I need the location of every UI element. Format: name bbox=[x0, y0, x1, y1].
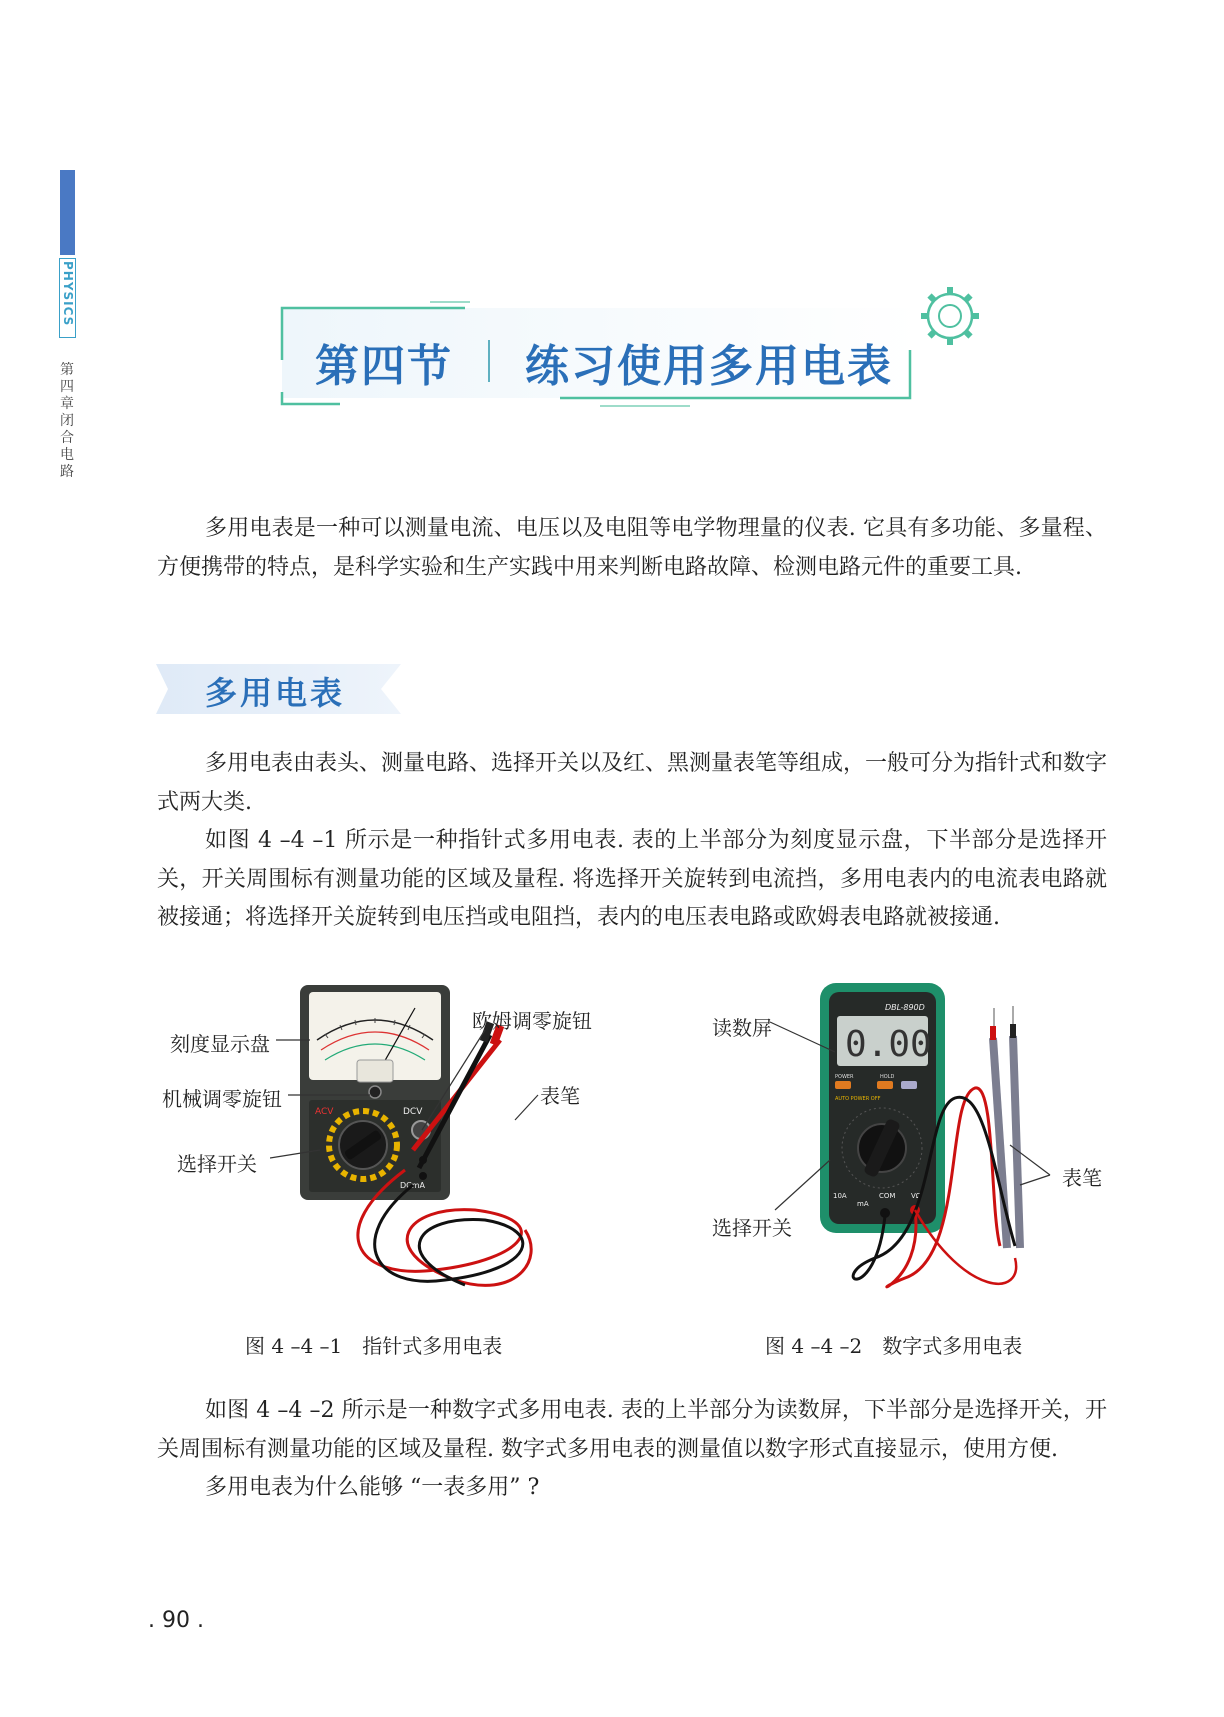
section-number: 第四节 bbox=[315, 341, 453, 392]
figure1-caption: 图 4 –4 –1 指针式多用电表 bbox=[245, 1334, 503, 1358]
paragraph-question: 多用电表为什么能够 “一表多用” ? bbox=[205, 1475, 540, 1500]
lcd-reading: 0.00 bbox=[845, 1024, 932, 1065]
side-chapter-label: 第四章 闭合电路 bbox=[60, 362, 74, 480]
paragraph-analog-meter: 如图 4 –4 –1 所示是一种指针式多用电表. 表的上半部分为刻度显示盘，下半部分是选择开关，开关周围标有测量功能的区域及量程. 将选择开关旋转到电流挡，多用电表内的电流表电路就被接通；将选择开关旋转到电压挡或电阻挡，表内的电压表电路或欧姆表电路就被接通. bbox=[157, 828, 1107, 930]
label-probes-analog: 表笔 bbox=[540, 1084, 580, 1108]
figure2-caption: 图 4 –4 –2 数字式多用电表 bbox=[765, 1334, 1023, 1358]
label-ohm-zero: 欧姆调零旋钮 bbox=[472, 1009, 592, 1033]
hold-mark: HOLD bbox=[880, 1074, 895, 1080]
label-switch-digital: 选择开关 bbox=[712, 1216, 792, 1240]
auto-off-mark: AUTO POWER OFF bbox=[835, 1096, 881, 1102]
gear-icon bbox=[921, 287, 979, 345]
figure2-callout-lines bbox=[770, 1010, 1070, 1220]
label-dial: 刻度显示盘 bbox=[170, 1032, 270, 1056]
dcv-mark: DCV bbox=[403, 1107, 423, 1117]
section-title: 练习使用多用电表 bbox=[525, 341, 893, 392]
dcma-mark: DCmA bbox=[400, 1181, 426, 1190]
label-mech-zero: 机械调零旋钮 bbox=[162, 1087, 282, 1111]
power-mark: POWER bbox=[835, 1074, 854, 1080]
side-physics-tab bbox=[59, 258, 76, 338]
section-header-divider bbox=[488, 340, 490, 382]
intro-paragraph bbox=[157, 510, 1107, 587]
paragraph-digital-meter: 如图 4 –4 –2 所示是一种数字式多用电表. 表的上半部分为读数屏，下半部分是选择开关，开关周围标有测量功能的区域及量程. 数字式多用电表的测量值以数字形式直接显示，使用方便. bbox=[157, 1398, 1107, 1462]
jack-vo-mark: VΩ bbox=[911, 1192, 922, 1200]
acv-mark: ACV bbox=[315, 1107, 334, 1117]
jack-10a-mark: 10A bbox=[833, 1192, 847, 1200]
subsection-title: 多用电表 bbox=[205, 674, 346, 712]
intro-text: 多用电表是一种可以测量电流、电压以及电阻等电学物理量的仪表. 它具有多功能、多量程、方便携带的特点，是科学实验和生产实践中用来判断电路故障、检测电路元件的重要工具. bbox=[157, 516, 1107, 580]
side-physics-label: PHYSICS bbox=[61, 261, 75, 327]
body-paragraphs-top bbox=[157, 745, 1107, 938]
paragraph-composition: 多用电表由表头、测量电路、选择开关以及红、黑测量表笔等组成，一般可分为指针式和数字式两大类. bbox=[157, 751, 1108, 815]
label-switch-analog: 选择开关 bbox=[177, 1152, 257, 1176]
jack-com-mark: COM bbox=[879, 1192, 896, 1200]
page-number: . 90 . bbox=[148, 1608, 204, 1633]
body-paragraphs-bottom bbox=[157, 1392, 1107, 1508]
model-mark: DBL-890D bbox=[885, 1003, 925, 1012]
label-screen: 读数屏 bbox=[712, 1016, 772, 1040]
label-probes-digital: 表笔 bbox=[1062, 1166, 1102, 1190]
jack-ma-mark: mA bbox=[857, 1200, 869, 1208]
side-color-bar bbox=[60, 170, 75, 255]
